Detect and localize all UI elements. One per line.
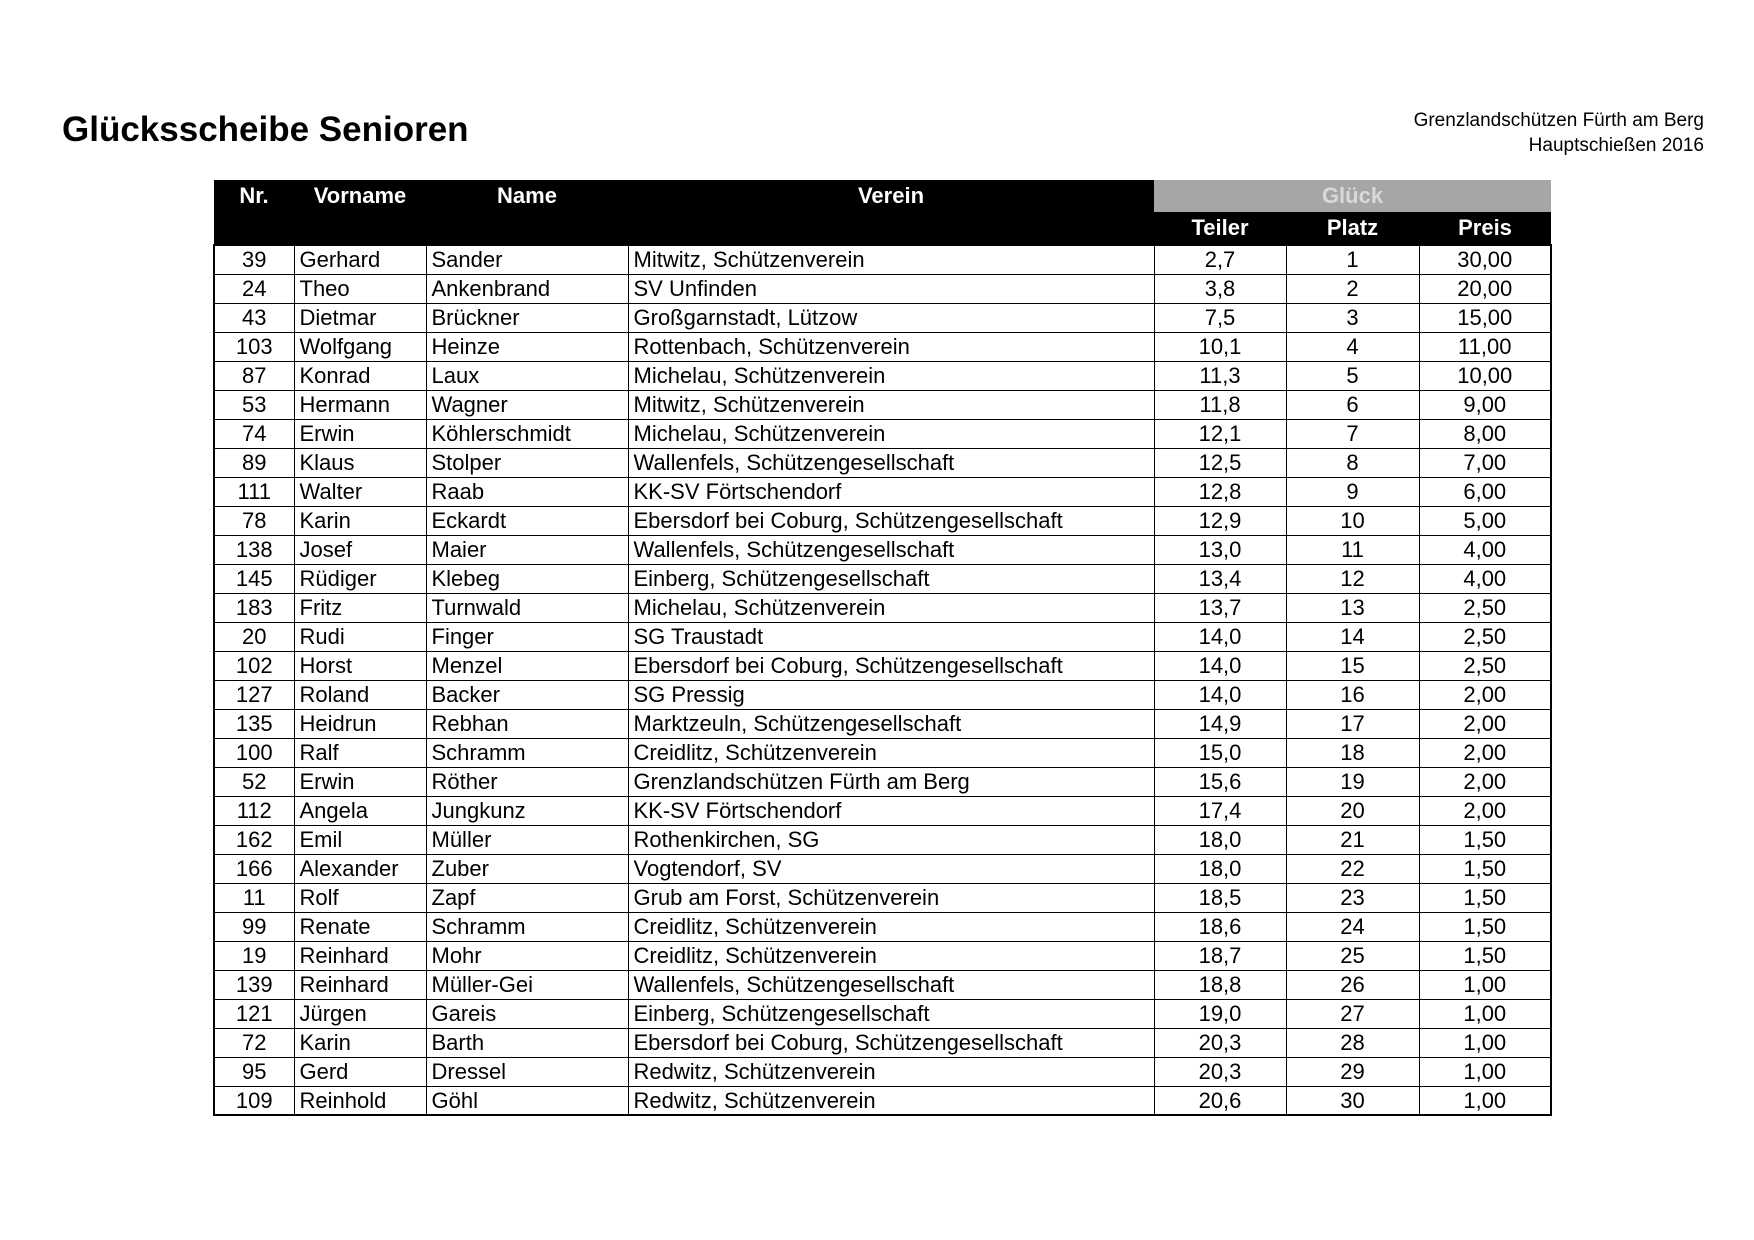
cell-vorname: Emil xyxy=(294,825,426,854)
header-group-glueck: Glück xyxy=(1154,180,1551,212)
cell-preis: 2,50 xyxy=(1419,651,1551,680)
cell-name: Eckardt xyxy=(426,506,628,535)
cell-platz: 14 xyxy=(1286,622,1419,651)
cell-vorname: Josef xyxy=(294,535,426,564)
table-row xyxy=(214,390,1551,419)
cell-platz: 28 xyxy=(1286,1028,1419,1057)
cell-nr: 112 xyxy=(214,796,294,825)
cell-verein: Großgarnstadt, Lützow xyxy=(628,303,1154,332)
cell-preis: 8,00 xyxy=(1419,419,1551,448)
cell-platz: 9 xyxy=(1286,477,1419,506)
cell-vorname: Angela xyxy=(294,796,426,825)
cell-preis: 1,50 xyxy=(1419,854,1551,883)
cell-teiler: 11,8 xyxy=(1154,390,1286,419)
cell-teiler: 14,0 xyxy=(1154,651,1286,680)
table-row xyxy=(214,622,1551,651)
cell-platz: 24 xyxy=(1286,912,1419,941)
cell-nr: 39 xyxy=(214,245,294,274)
organization-info xyxy=(1414,108,1704,158)
cell-teiler: 7,5 xyxy=(1154,303,1286,332)
cell-preis: 10,00 xyxy=(1419,361,1551,390)
cell-preis: 2,00 xyxy=(1419,709,1551,738)
cell-teiler: 10,1 xyxy=(1154,332,1286,361)
cell-platz: 11 xyxy=(1286,535,1419,564)
cell-nr: 24 xyxy=(214,274,294,303)
cell-vorname: Rudi xyxy=(294,622,426,651)
cell-name: Maier xyxy=(426,535,628,564)
cell-teiler: 20,3 xyxy=(1154,1028,1286,1057)
cell-verein: Wallenfels, Schützengesellschaft xyxy=(628,970,1154,999)
cell-verein: Ebersdorf bei Coburg, Schützengesellschaft xyxy=(628,1028,1154,1057)
cell-name: Laux xyxy=(426,361,628,390)
table-row xyxy=(214,1028,1551,1057)
cell-nr: 87 xyxy=(214,361,294,390)
cell-nr: 111 xyxy=(214,477,294,506)
cell-verein: Michelau, Schützenverein xyxy=(628,419,1154,448)
cell-vorname: Ralf xyxy=(294,738,426,767)
cell-nr: 43 xyxy=(214,303,294,332)
table-row xyxy=(214,274,1551,303)
cell-vorname: Reinhold xyxy=(294,1086,426,1115)
cell-name: Barth xyxy=(426,1028,628,1057)
cell-nr: 89 xyxy=(214,448,294,477)
cell-teiler: 20,6 xyxy=(1154,1086,1286,1115)
cell-platz: 13 xyxy=(1286,593,1419,622)
cell-teiler: 12,8 xyxy=(1154,477,1286,506)
cell-verein: SV Unfinden xyxy=(628,274,1154,303)
table-row xyxy=(214,941,1551,970)
cell-name: Köhlerschmidt xyxy=(426,419,628,448)
cell-platz: 27 xyxy=(1286,999,1419,1028)
cell-vorname: Rüdiger xyxy=(294,564,426,593)
cell-name: Göhl xyxy=(426,1086,628,1115)
cell-vorname: Jürgen xyxy=(294,999,426,1028)
cell-preis: 1,00 xyxy=(1419,1086,1551,1115)
cell-nr: 78 xyxy=(214,506,294,535)
cell-vorname: Gerhard xyxy=(294,245,426,274)
cell-teiler: 12,1 xyxy=(1154,419,1286,448)
table-row xyxy=(214,912,1551,941)
table-row xyxy=(214,593,1551,622)
header-vorname: Vorname xyxy=(294,180,426,245)
table-row xyxy=(214,883,1551,912)
cell-vorname: Renate xyxy=(294,912,426,941)
event-name: Hauptschießen 2016 xyxy=(1528,135,1704,156)
cell-platz: 4 xyxy=(1286,332,1419,361)
cell-preis: 15,00 xyxy=(1419,303,1551,332)
cell-verein: Ebersdorf bei Coburg, Schützengesellschaft xyxy=(628,651,1154,680)
cell-vorname: Reinhard xyxy=(294,970,426,999)
cell-verein: KK-SV Förtschendorf xyxy=(628,477,1154,506)
cell-platz: 19 xyxy=(1286,767,1419,796)
cell-nr: 127 xyxy=(214,680,294,709)
cell-verein: Michelau, Schützenverein xyxy=(628,361,1154,390)
cell-preis: 4,00 xyxy=(1419,535,1551,564)
cell-platz: 10 xyxy=(1286,506,1419,535)
cell-teiler: 14,9 xyxy=(1154,709,1286,738)
cell-platz: 7 xyxy=(1286,419,1419,448)
cell-nr: 162 xyxy=(214,825,294,854)
cell-nr: 121 xyxy=(214,999,294,1028)
cell-vorname: Theo xyxy=(294,274,426,303)
table-row xyxy=(214,796,1551,825)
cell-teiler: 12,9 xyxy=(1154,506,1286,535)
header-verein: Verein xyxy=(628,180,1154,245)
cell-teiler: 17,4 xyxy=(1154,796,1286,825)
cell-nr: 19 xyxy=(214,941,294,970)
cell-platz: 25 xyxy=(1286,941,1419,970)
cell-name: Klebeg xyxy=(426,564,628,593)
cell-vorname: Alexander xyxy=(294,854,426,883)
cell-verein: Marktzeuln, Schützengesellschaft xyxy=(628,709,1154,738)
cell-preis: 1,00 xyxy=(1419,1057,1551,1086)
cell-teiler: 15,0 xyxy=(1154,738,1286,767)
table-row xyxy=(214,1057,1551,1086)
cell-nr: 109 xyxy=(214,1086,294,1115)
table-row xyxy=(214,477,1551,506)
header-platz: Platz xyxy=(1286,212,1419,245)
cell-name: Raab xyxy=(426,477,628,506)
cell-nr: 99 xyxy=(214,912,294,941)
cell-teiler: 14,0 xyxy=(1154,680,1286,709)
cell-nr: 53 xyxy=(214,390,294,419)
cell-platz: 5 xyxy=(1286,361,1419,390)
cell-teiler: 18,0 xyxy=(1154,854,1286,883)
cell-preis: 30,00 xyxy=(1419,245,1551,274)
cell-platz: 3 xyxy=(1286,303,1419,332)
cell-teiler: 20,3 xyxy=(1154,1057,1286,1086)
cell-name: Zuber xyxy=(426,854,628,883)
cell-vorname: Wolfgang xyxy=(294,332,426,361)
cell-teiler: 13,4 xyxy=(1154,564,1286,593)
cell-nr: 20 xyxy=(214,622,294,651)
cell-verein: Ebersdorf bei Coburg, Schützengesellschaft xyxy=(628,506,1154,535)
cell-name: Ankenbrand xyxy=(426,274,628,303)
cell-vorname: Reinhard xyxy=(294,941,426,970)
cell-vorname: Erwin xyxy=(294,419,426,448)
cell-verein: Einberg, Schützengesellschaft xyxy=(628,999,1154,1028)
table-row xyxy=(214,680,1551,709)
page-title: Glücksscheibe Senioren xyxy=(62,110,469,149)
cell-nr: 183 xyxy=(214,593,294,622)
cell-verein: Creidlitz, Schützenverein xyxy=(628,941,1154,970)
header-name: Name xyxy=(426,180,628,245)
cell-name: Müller xyxy=(426,825,628,854)
cell-nr: 135 xyxy=(214,709,294,738)
cell-name: Turnwald xyxy=(426,593,628,622)
cell-verein: Redwitz, Schützenverein xyxy=(628,1086,1154,1115)
cell-verein: Rothenkirchen, SG xyxy=(628,825,1154,854)
cell-platz: 17 xyxy=(1286,709,1419,738)
cell-preis: 1,00 xyxy=(1419,1028,1551,1057)
cell-verein: Mitwitz, Schützenverein xyxy=(628,390,1154,419)
cell-preis: 6,00 xyxy=(1419,477,1551,506)
table-row xyxy=(214,738,1551,767)
cell-verein: Redwitz, Schützenverein xyxy=(628,1057,1154,1086)
cell-platz: 15 xyxy=(1286,651,1419,680)
cell-verein: Michelau, Schützenverein xyxy=(628,593,1154,622)
results-table xyxy=(213,180,1552,1116)
cell-preis: 20,00 xyxy=(1419,274,1551,303)
cell-teiler: 18,6 xyxy=(1154,912,1286,941)
table-row xyxy=(214,332,1551,361)
cell-nr: 139 xyxy=(214,970,294,999)
cell-name: Menzel xyxy=(426,651,628,680)
table-row xyxy=(214,506,1551,535)
cell-preis: 2,00 xyxy=(1419,738,1551,767)
cell-verein: Rottenbach, Schützenverein xyxy=(628,332,1154,361)
cell-teiler: 18,0 xyxy=(1154,825,1286,854)
header-teiler: Teiler xyxy=(1154,212,1286,245)
table-row xyxy=(214,651,1551,680)
cell-vorname: Klaus xyxy=(294,448,426,477)
cell-verein: Grenzlandschützen Fürth am Berg xyxy=(628,767,1154,796)
cell-preis: 5,00 xyxy=(1419,506,1551,535)
cell-name: Mohr xyxy=(426,941,628,970)
table-row xyxy=(214,535,1551,564)
cell-vorname: Horst xyxy=(294,651,426,680)
cell-name: Jungkunz xyxy=(426,796,628,825)
cell-verein: SG Traustadt xyxy=(628,622,1154,651)
cell-vorname: Konrad xyxy=(294,361,426,390)
table-body xyxy=(214,245,1551,1115)
cell-vorname: Hermann xyxy=(294,390,426,419)
table-row xyxy=(214,825,1551,854)
cell-vorname: Gerd xyxy=(294,1057,426,1086)
cell-preis: 11,00 xyxy=(1419,332,1551,361)
table-row xyxy=(214,245,1551,274)
cell-nr: 72 xyxy=(214,1028,294,1057)
cell-vorname: Karin xyxy=(294,1028,426,1057)
table-row xyxy=(214,854,1551,883)
cell-platz: 1 xyxy=(1286,245,1419,274)
cell-name: Dressel xyxy=(426,1057,628,1086)
cell-nr: 52 xyxy=(214,767,294,796)
header-nr: Nr. xyxy=(214,180,294,245)
table-row xyxy=(214,303,1551,332)
cell-verein: Vogtendorf, SV xyxy=(628,854,1154,883)
table-row xyxy=(214,709,1551,738)
cell-vorname: Roland xyxy=(294,680,426,709)
cell-nr: 74 xyxy=(214,419,294,448)
cell-preis: 1,00 xyxy=(1419,999,1551,1028)
table-row xyxy=(214,419,1551,448)
header-preis: Preis xyxy=(1419,212,1551,245)
cell-verein: Wallenfels, Schützengesellschaft xyxy=(628,448,1154,477)
cell-nr: 103 xyxy=(214,332,294,361)
cell-name: Brückner xyxy=(426,303,628,332)
table-row xyxy=(214,564,1551,593)
cell-platz: 16 xyxy=(1286,680,1419,709)
cell-platz: 20 xyxy=(1286,796,1419,825)
cell-platz: 18 xyxy=(1286,738,1419,767)
cell-nr: 100 xyxy=(214,738,294,767)
cell-nr: 102 xyxy=(214,651,294,680)
cell-vorname: Erwin xyxy=(294,767,426,796)
cell-name: Stolper xyxy=(426,448,628,477)
cell-platz: 12 xyxy=(1286,564,1419,593)
cell-preis: 1,00 xyxy=(1419,970,1551,999)
cell-preis: 2,50 xyxy=(1419,593,1551,622)
cell-platz: 22 xyxy=(1286,854,1419,883)
cell-name: Röther xyxy=(426,767,628,796)
cell-preis: 2,00 xyxy=(1419,767,1551,796)
table-row xyxy=(214,970,1551,999)
cell-teiler: 13,0 xyxy=(1154,535,1286,564)
cell-name: Backer xyxy=(426,680,628,709)
cell-platz: 8 xyxy=(1286,448,1419,477)
cell-teiler: 14,0 xyxy=(1154,622,1286,651)
cell-platz: 26 xyxy=(1286,970,1419,999)
cell-nr: 11 xyxy=(214,883,294,912)
table-row xyxy=(214,448,1551,477)
cell-teiler: 12,5 xyxy=(1154,448,1286,477)
cell-teiler: 18,7 xyxy=(1154,941,1286,970)
table-row xyxy=(214,767,1551,796)
cell-name: Müller-Gei xyxy=(426,970,628,999)
cell-preis: 1,50 xyxy=(1419,825,1551,854)
cell-teiler: 11,3 xyxy=(1154,361,1286,390)
cell-platz: 6 xyxy=(1286,390,1419,419)
cell-nr: 166 xyxy=(214,854,294,883)
cell-preis: 2,00 xyxy=(1419,680,1551,709)
cell-platz: 30 xyxy=(1286,1086,1419,1115)
cell-vorname: Walter xyxy=(294,477,426,506)
cell-preis: 2,00 xyxy=(1419,796,1551,825)
cell-nr: 95 xyxy=(214,1057,294,1086)
cell-verein: Creidlitz, Schützenverein xyxy=(628,738,1154,767)
cell-teiler: 2,7 xyxy=(1154,245,1286,274)
cell-vorname: Rolf xyxy=(294,883,426,912)
cell-name: Schramm xyxy=(426,912,628,941)
cell-teiler: 18,5 xyxy=(1154,883,1286,912)
table-row xyxy=(214,1086,1551,1115)
cell-verein: Einberg, Schützengesellschaft xyxy=(628,564,1154,593)
cell-vorname: Heidrun xyxy=(294,709,426,738)
cell-teiler: 3,8 xyxy=(1154,274,1286,303)
cell-platz: 29 xyxy=(1286,1057,1419,1086)
cell-verein: Wallenfels, Schützengesellschaft xyxy=(628,535,1154,564)
table-row xyxy=(214,999,1551,1028)
table-header xyxy=(214,180,1551,245)
cell-name: Rebhan xyxy=(426,709,628,738)
table-row xyxy=(214,361,1551,390)
cell-vorname: Dietmar xyxy=(294,303,426,332)
cell-teiler: 15,6 xyxy=(1154,767,1286,796)
cell-preis: 1,50 xyxy=(1419,912,1551,941)
cell-name: Sander xyxy=(426,245,628,274)
cell-verein: Creidlitz, Schützenverein xyxy=(628,912,1154,941)
cell-platz: 21 xyxy=(1286,825,1419,854)
organization-name: Grenzlandschützen Fürth am Berg xyxy=(1413,110,1704,131)
cell-name: Schramm xyxy=(426,738,628,767)
cell-verein: KK-SV Förtschendorf xyxy=(628,796,1154,825)
cell-verein: SG Pressig xyxy=(628,680,1154,709)
cell-preis: 9,00 xyxy=(1419,390,1551,419)
cell-preis: 2,50 xyxy=(1419,622,1551,651)
cell-name: Gareis xyxy=(426,999,628,1028)
cell-teiler: 18,8 xyxy=(1154,970,1286,999)
cell-vorname: Fritz xyxy=(294,593,426,622)
cell-preis: 1,50 xyxy=(1419,883,1551,912)
cell-verein: Mitwitz, Schützenverein xyxy=(628,245,1154,274)
cell-teiler: 13,7 xyxy=(1154,593,1286,622)
cell-nr: 145 xyxy=(214,564,294,593)
cell-name: Heinze xyxy=(426,332,628,361)
cell-platz: 2 xyxy=(1286,274,1419,303)
cell-verein: Grub am Forst, Schützenverein xyxy=(628,883,1154,912)
cell-name: Zapf xyxy=(426,883,628,912)
cell-name: Finger xyxy=(426,622,628,651)
cell-teiler: 19,0 xyxy=(1154,999,1286,1028)
cell-vorname: Karin xyxy=(294,506,426,535)
cell-nr: 138 xyxy=(214,535,294,564)
cell-preis: 4,00 xyxy=(1419,564,1551,593)
cell-name: Wagner xyxy=(426,390,628,419)
cell-preis: 1,50 xyxy=(1419,941,1551,970)
cell-platz: 23 xyxy=(1286,883,1419,912)
cell-preis: 7,00 xyxy=(1419,448,1551,477)
